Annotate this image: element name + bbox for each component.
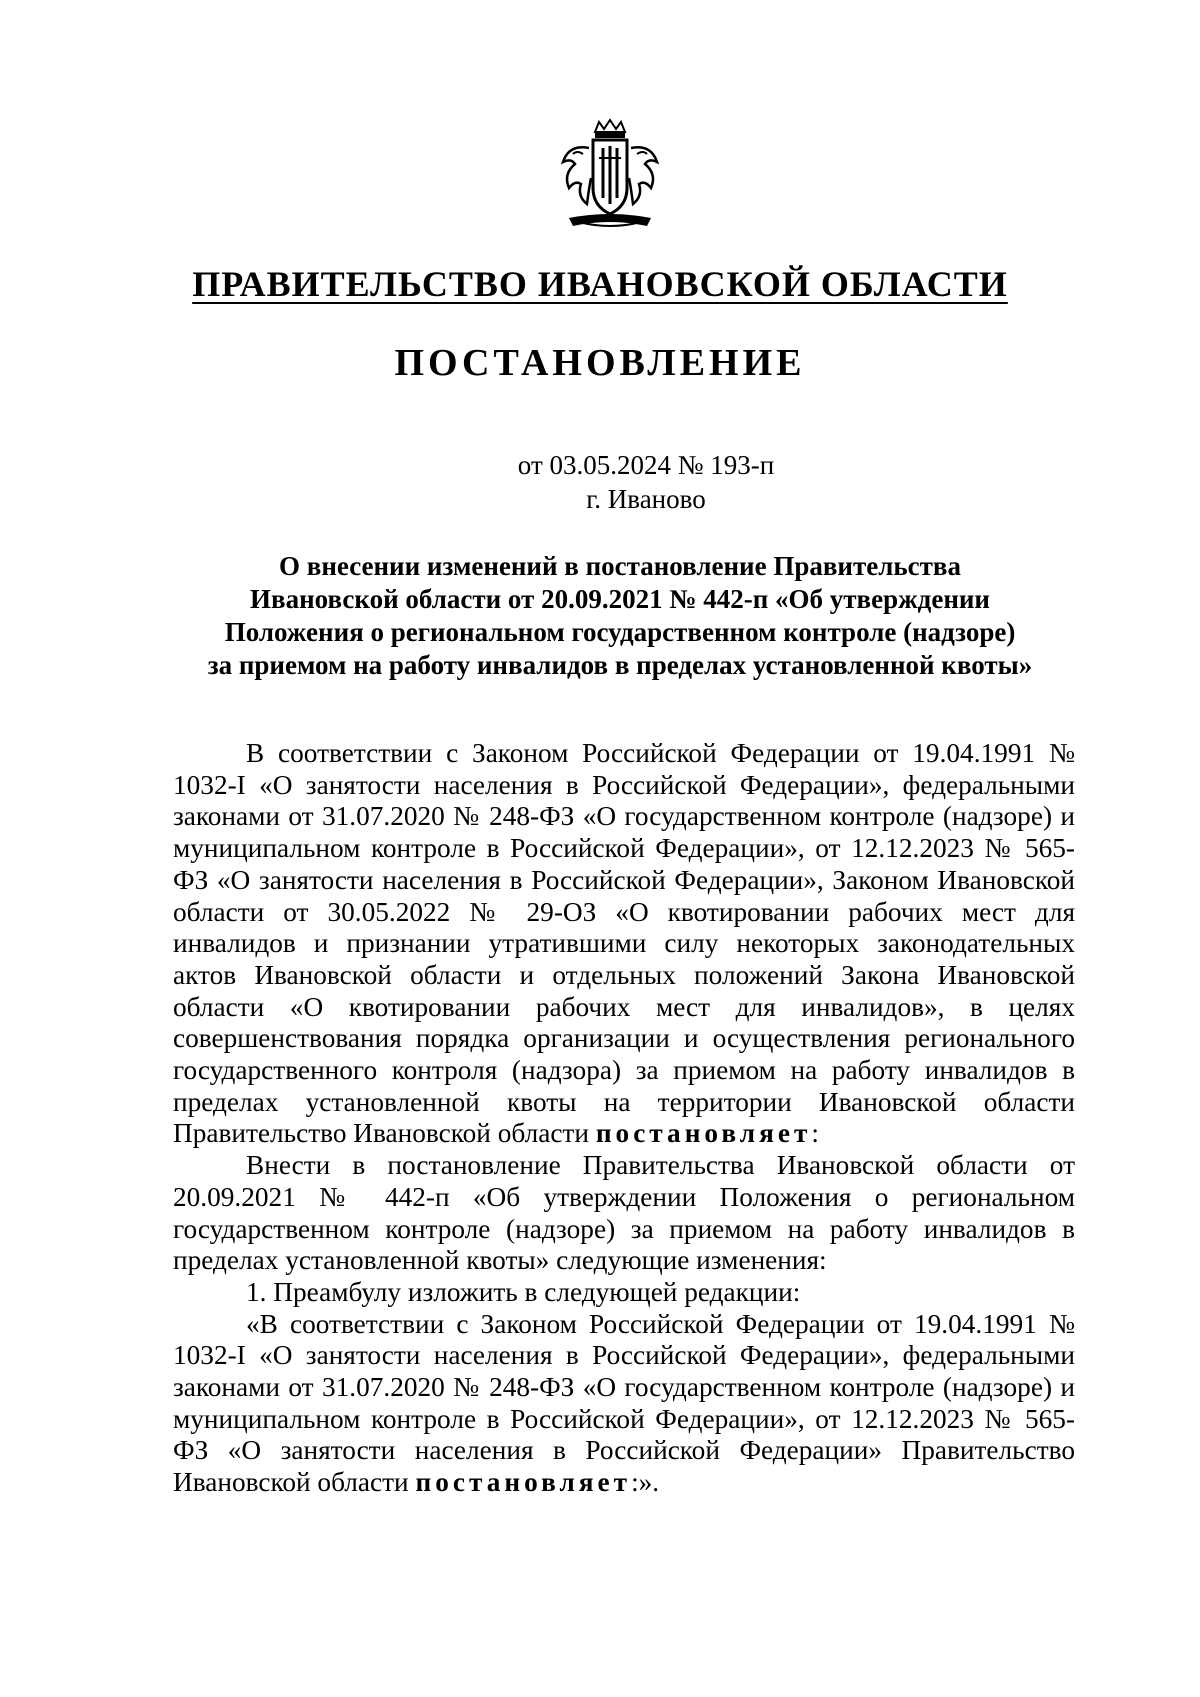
- resolves-keyword: постановляет: [415, 1467, 632, 1498]
- resolves-keyword: постановляет: [595, 1118, 812, 1149]
- date-number: от 03.05.2024 № 193-п: [517, 450, 775, 480]
- paragraph-new-preamble: [173, 1309, 1075, 1499]
- subject-line: за приемом на работу инвалидов в пределах установленной квоты»: [207, 650, 1033, 680]
- paragraph-end: :».: [631, 1467, 660, 1498]
- paragraph-text: 1. Преамбулу изложить в следующей редакции:: [246, 1276, 801, 1307]
- subject-line: О внесении изменений в постановление Правительства: [279, 551, 961, 581]
- paragraph-amendment: [173, 1150, 1075, 1277]
- paragraph-text: В соответствии с Законом Российской Федерации от 19.04.1991 № 1032-I «О занятости населения в Российской Федерации», федеральными законами от 31.07.2020 № 248-ФЗ «О государственном контроле (надзоре) и муниципальном контроле в Российской Федерации», от 12.12.2023 № 565-ФЗ «О занятости населения в Российской Федерации», Законом Ивановской области от 30.05.2022 № 29-ОЗ «О квотировании рабочих мест для инвалидов и признании утратившими силу некоторых законодательных актов Ивановской области и отдельных положений Закона Ивановской области «О квотировании рабочих мест для инвалидов», в целях совершенствования порядка организации и осуществления регионального государственного контроля (надзора) за приемом на работу инвалидов в пределах установленной квоты на территории Ивановской области Правительство Ивановской области: [173, 738, 1075, 1149]
- subject-line: Ивановской области от 20.09.2021 № 442-п «Об утверждении: [250, 584, 990, 614]
- coat-of-arms-icon: [555, 118, 665, 236]
- organization-title: [0, 262, 1200, 306]
- paragraph-text: «В соответствии с Законом Российской Федерации от 19.04.1991 № 1032-I «О занятости населения в Российской Федерации», федеральными законами от 31.07.2020 № 248-ФЗ «О государственном контроле (надзоре) и муниципальном контроле в Российской Федерации», от 12.12.2023 № 565-ФЗ «О занятости населения в Российской Федерации» Правительство Ивановской области: [173, 1308, 1075, 1498]
- paragraph-text: Внести в постановление Правительства Ивановской области от 20.09.2021 № 442-п «Об утверждении Положения о региональном государственном контроле (надзоре) за приемом на работу инвалидов в пределах установленной квоты» следующие изменения:: [173, 1150, 1075, 1276]
- city: г. Иваново: [586, 484, 706, 514]
- paragraph-end: :: [811, 1118, 819, 1149]
- document-type: ПОСТАНОВЛЕНИЕ: [394, 342, 806, 384]
- paragraph-item-1: [173, 1277, 1075, 1309]
- document-subject: [175, 550, 1065, 682]
- organization-title-text: ПРАВИТЕЛЬСТВО ИВАНОВСКОЙ ОБЛАСТИ: [192, 264, 1008, 304]
- subject-line: Положения о региональном государственном контроле (надзоре): [224, 617, 1016, 647]
- document-meta: [0, 448, 1200, 516]
- document-body: [173, 738, 1075, 1499]
- paragraph-preamble: [173, 738, 1075, 1150]
